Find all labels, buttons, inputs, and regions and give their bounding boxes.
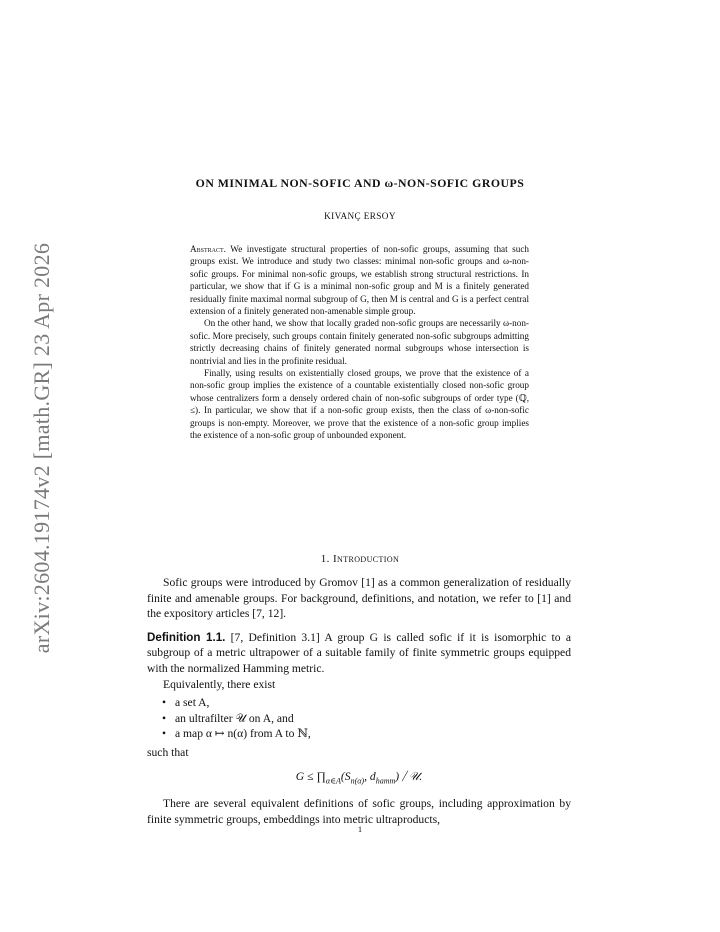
such-that-line: such that — [147, 745, 189, 759]
main-text — [147, 575, 571, 828]
author-name: KIVANÇ ERSOY — [324, 211, 396, 221]
definition-text: A group G is called sofic if it is isomorphic to a subgroup of a metric ultrapower of a suitable family of finite symmetric groups equipped with the normalized Hamming metric. — [147, 630, 571, 675]
definition-label: Definition 1.1. — [147, 630, 226, 644]
definition-citation: [7, Definition 3.1] — [230, 630, 320, 644]
section-heading — [100, 553, 620, 565]
bullet-icon: • — [162, 711, 167, 725]
list-item: • a map α ↦ n(α) from A to ℕ, — [162, 727, 311, 741]
intro-paragraph: Sofic groups were introduced by Gromov [1] as a common generalization of residually finite and amenable groups. For background, definitions, and notation, we refer to [1] and the expository articles [7, 12]. — [147, 576, 571, 621]
section-number: 1. — [320, 553, 330, 565]
definition-block — [147, 630, 571, 677]
page-number: 1 — [357, 824, 363, 834]
abstract-paragraph-3: Finally, using results on existentially closed groups, we prove that the existence of a non-sofic group implies the existence of a countable existentially closed non-sofic group whose centralizers form a densely ordered chain of non-sofic subgroups of order type (ℚ, ≤). In particular, we show that if a non-sofic group exists, then the class of ω-non-sofic groups is non-empty. Moreover, we prove that the existence of a non-sofic group implies the existence of a non-sofic group of unbounded exponent. — [190, 368, 529, 441]
bullet-icon: • — [162, 727, 167, 741]
bullet-icon: • — [162, 696, 167, 710]
section-title: Introduction — [332, 553, 400, 565]
arxiv-stamp: arXiv:2604.19174v2 [math.GR] 23 Apr 2026 — [29, 242, 54, 654]
abstract-label: Abstract. — [190, 244, 226, 254]
closing-paragraph: There are several equivalent definitions of sofic groups, including approximation by finite symmetric groups, embeddings into metric ultraproducts, — [147, 797, 571, 827]
paper-title: ON MINIMAL NON-SOFIC AND ω-NON-SOFIC GROUPS — [195, 176, 525, 190]
list-item: • a set A, — [162, 696, 210, 710]
equivalently-line: Equivalently, there exist — [163, 677, 276, 691]
abstract-paragraph-1 — [190, 243, 529, 317]
condition-list — [147, 695, 571, 742]
abstract — [190, 243, 529, 442]
abstract-paragraph-2: On the other hand, we show that locally graded non-sofic groups are necessarily ω-non-sofic. More precisely, such groups contain finitely generated non-sofic subgroups admitting strictly decreasing chains of finitely generated normal subgroups whose intersection is nontrivial and lies in the profinite residual. — [190, 318, 529, 366]
display-formula: $G \le \prod_{\alpha\in A}(S_{n(\alpha)}$, $d_{hamm}$) ⧸ 𝒰. — [295, 769, 423, 785]
list-item: • an ultrafilter 𝒰 on A, and — [162, 711, 294, 725]
abstract-text-1: We investigate structural properties of non-sofic groups, assuming that such groups exist. We introduce and study two classes: minimal non-sofic groups and ω-non-sofic groups. For minimal non-sofic groups, we establish strong structural restrictions. In particular, we show that if G is a minimal non-sofic group and M is a finitely generated residually finite maximal normal subgroup of G, then M is central and G is a perfect central extension of a finitely generated non-amenable simple group. — [190, 244, 530, 317]
